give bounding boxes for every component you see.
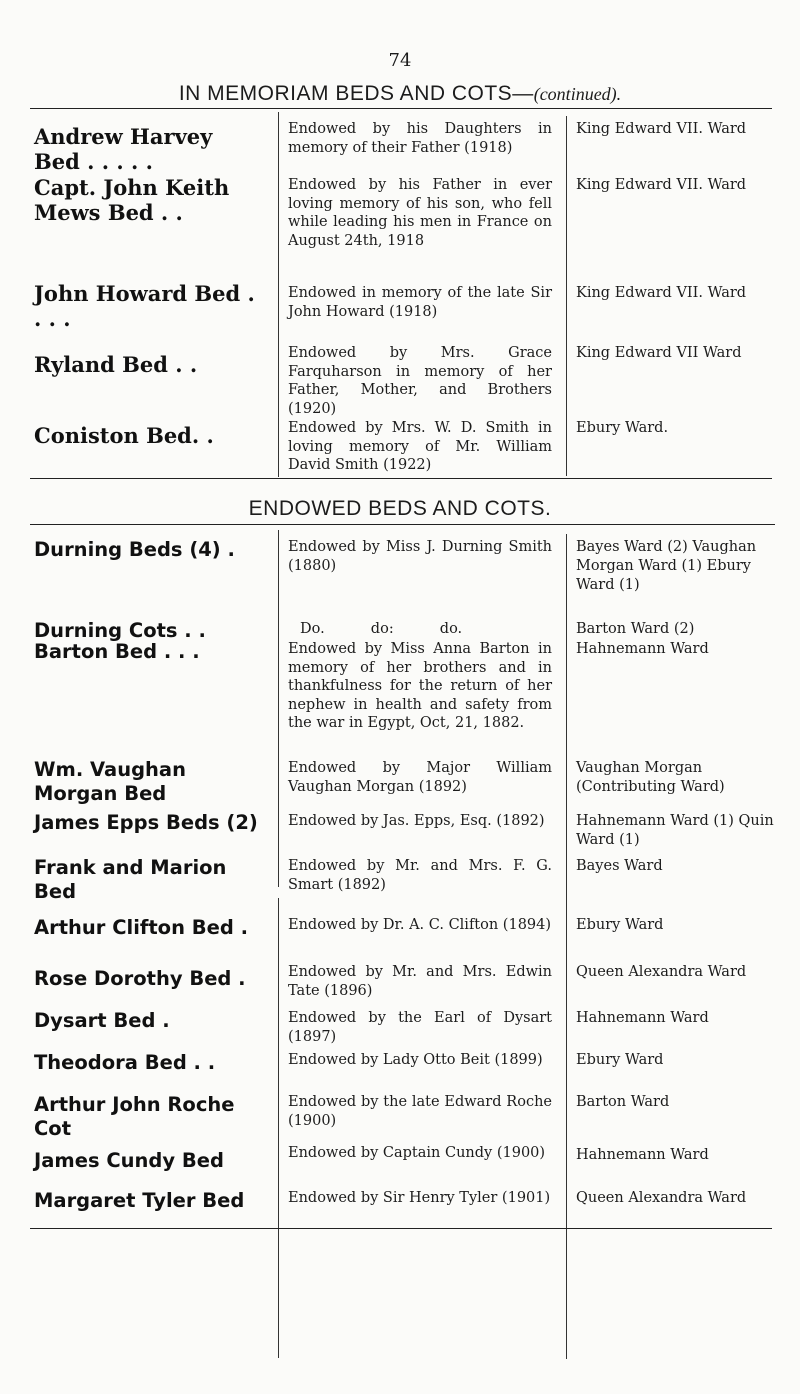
bed-description: Endowed by Miss Anna Barton in memory of her brothers and in thankfulness for the return of her nephew in health and safety from the war in Egypt, Oct, 21, 1882. [288, 641, 552, 731]
ward-name: King Edward VII Ward [576, 345, 742, 361]
ward-name: Ebury Ward [576, 917, 664, 933]
bed-description: Endowed by Captain Cundy (1900) [288, 1145, 546, 1161]
memoriam-heading-suffix: (continued). [533, 84, 622, 104]
bed-name [34, 758, 258, 806]
bed-description: Endowed by Jas. Epps, Esq. (1892) [288, 813, 545, 829]
bed-description: Endowed by Lady Otto Beit (1899) [288, 1052, 543, 1068]
ward-name: Bayes Ward (2) Vaughan Morgan Ward (1) Ebury Ward (1) [576, 539, 757, 593]
endowed-column-divider [278, 530, 279, 887]
ward-name: Vaughan Morgan (Contributing Ward) [576, 760, 725, 795]
page-number: 74 [388, 50, 412, 71]
memoriam-heading [0, 82, 800, 106]
bed-name: Coniston Bed. . [34, 423, 214, 448]
bed-name: Frank and Marion Bed [34, 856, 227, 903]
ward-name: King Edward VII. Ward [576, 285, 747, 301]
ward-name: Ebury Ward [576, 1052, 664, 1068]
endowed-heading: ENDOWED BEDS AND COTS. [248, 497, 552, 520]
bed-description: Do. do: do. [300, 621, 463, 637]
bed-description: Endowed by Major William Vaughan Morgan (1892) [288, 760, 552, 795]
bed-description: Endowed by his Daughters in memory of their Father (1918) [288, 121, 552, 156]
memoriam-column-divider [278, 112, 279, 477]
endowed-bottom-rule [30, 1228, 772, 1229]
bed-name: Ryland Bed . . [34, 352, 198, 377]
bed-description: Endowed in memory of the late Sir John Howard (1918) [288, 285, 552, 320]
bed-name: Andrew Harvey Bed . . . . . [34, 124, 213, 174]
bed-name: Arthur Clifton Bed . [34, 916, 248, 939]
bed-description: Endowed by Sir Henry Tyler (1901) [288, 1190, 551, 1206]
ward-name: King Edward VII. Ward [576, 177, 747, 193]
bed-name: John Howard Bed . . . . [34, 281, 255, 331]
bed-description: Endowed by Dr. A. C. Clifton (1894) [288, 917, 552, 933]
bed-description: Endowed by the late Edward Roche (1900) [288, 1094, 552, 1129]
memoriam-heading-text: IN MEMORIAM BEDS AND COTS— [178, 82, 534, 105]
bed-description: Endowed by Mrs. Grace Farquharson in memory of her Father, Mother, and Brothers (1920) [288, 345, 552, 417]
memoriam-column-divider [566, 116, 567, 476]
endowed-column-divider [278, 898, 279, 1358]
endowed-column-divider [566, 534, 567, 1359]
ward-name: Queen Alexandra Ward [576, 964, 747, 980]
bed-description: Endowed by his Father in ever loving memory of his son, who fell while leading his men in France on August 24th, 1918 [288, 177, 552, 249]
bed-name: James Cundy Bed [34, 1149, 224, 1172]
bed-name: Arthur John Roche Cot [34, 1093, 235, 1140]
endowed-top-rule [30, 524, 775, 525]
bed-description: Endowed by Mr. and Mrs. F. G. Smart (1892) [288, 858, 552, 893]
bed-description: Endowed by the Earl of Dysart (1897) [288, 1010, 552, 1045]
ward-name: Hahnemann Ward [576, 641, 709, 657]
bed-name: Durning Cots . . [34, 619, 206, 642]
bed-name: Dysart Bed . [34, 1009, 170, 1032]
bed-description: Endowed by Mrs. W. D. Smith in loving memory of Mr. William David Smith (1922) [288, 420, 552, 473]
ward-name: Hahnemann Ward [576, 1147, 709, 1163]
memoriam-top-rule [30, 108, 772, 109]
ward-name: King Edward VII. Ward [576, 121, 747, 137]
bed-name: Margaret Tyler Bed [34, 1189, 245, 1212]
bed-name: Capt. John Keith Mews Bed . . [34, 175, 230, 225]
bed-name-line: Wm. Vaughan Morgan Bed [34, 758, 186, 805]
memoriam-bottom-rule [30, 478, 772, 479]
ward-name: Barton Ward [576, 1094, 670, 1110]
bed-description: Endowed by Mr. and Mrs. Edwin Tate (1896) [288, 964, 552, 999]
bed-description: Endowed by Miss J. Durning Smith (1880) [288, 539, 552, 574]
bed-name: Barton Bed . . . [34, 640, 200, 663]
bed-name: James Epps Beds (2) [34, 811, 258, 834]
ward-name: Hahnemann Ward (1) Quin Ward (1) [576, 813, 774, 848]
bed-name: Rose Dorothy Bed . [34, 967, 246, 990]
ward-name: Ebury Ward. [576, 420, 669, 436]
ward-name: Bayes Ward [576, 858, 663, 874]
bed-name: Durning Beds (4) . [34, 538, 235, 561]
ward-name: Hahnemann Ward [576, 1010, 709, 1026]
ward-name: Queen Alexandra Ward [576, 1190, 747, 1206]
bed-name: Theodora Bed . . [34, 1051, 216, 1074]
ward-name: Barton Ward (2) [576, 621, 695, 637]
